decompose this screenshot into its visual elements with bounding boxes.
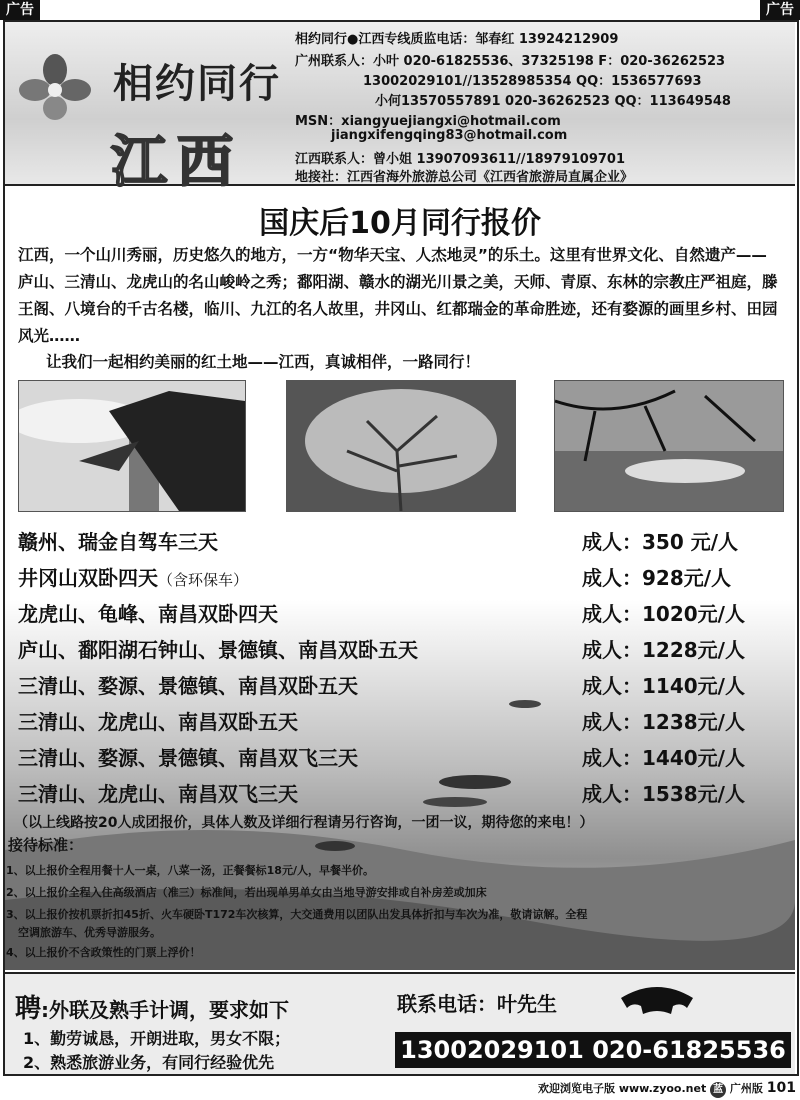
header-line: jiangxifengqing83@hotmail.com — [331, 128, 568, 143]
intro-closing: 让我们一起相约美丽的红土地——江西，真诚相伴，一路同行！ — [46, 353, 481, 371]
header — [5, 22, 795, 195]
route-price: 成人：1440元/人 — [582, 746, 745, 770]
recruit-big-char: 聘 — [15, 994, 42, 1024]
flower-logo-icon — [15, 52, 95, 122]
route-item: 赣州、瑞金自驾车三天 — [18, 530, 218, 554]
recruit-requirement: 1、勤劳诚恳，开朗进取，男女不限； — [23, 1029, 291, 1048]
route-price: 成人：350 元/人 — [582, 530, 739, 554]
brand-name: 相约同行 — [113, 61, 281, 107]
standard-item: 1、以上报价全程用餐十人一桌，八菜一汤，正餐餐标18元/人，早餐半价。 — [6, 864, 374, 877]
magazine-logo: 蓝 — [710, 1082, 726, 1098]
header-line: 广州联系人：小叶 020-61825536、37325198 F：020-36262523 — [295, 54, 726, 69]
route-item: 三清山、婺源、景德镇、南昌双卧五天 — [18, 674, 358, 698]
ad-tag-right: 广告 — [760, 0, 800, 20]
header-line: MSN：xiangyuejiangxi@hotmail.com — [295, 114, 561, 129]
recruit-contact: 联系电话：叶先生 — [397, 992, 557, 1016]
ad-tag-left: 广告 — [0, 0, 40, 20]
standard-item: 3、以上报价按机票折扣45折、火车硬卧T172车次核算，大交通费用以团队出发具体折扣与车次为准，敬请谅解。全程 — [6, 908, 588, 921]
route-item: 三清山、龙虎山、南昌双卧五天 — [18, 710, 298, 734]
group-remark: （以上线路按20人成团报价，具体人数及详细行程请另行咨询，一团一议，期待您的来电！） — [14, 815, 594, 831]
province-name: 江西 — [111, 130, 243, 195]
route-price: 成人：1020元/人 — [582, 602, 745, 626]
route-price: 成人：1538元/人 — [582, 782, 745, 806]
intro-paragraph: 江西，一个山川秀丽，历史悠久的地方，一方“物华天宝、人杰地灵”的乐土。这里有世界文化、自然遗产——庐山、三清山、龙虎山的名山峻岭之秀；鄱阳湖、赣水的湖光川景之美，天师、青原、东林的宗教庄严祖庭，滕王阁、八境台的千古名楼，临川、九江的名人故里，井冈山、红都瑞金的革命胜迹，还有婺源的画里乡村、田园风光…… — [18, 246, 778, 345]
route-price: 成人：928元/人 — [582, 566, 732, 590]
header-line: 江西联系人：曾小姐 13907093611//18979109701 — [295, 152, 626, 167]
standard-item: 4、以上报价不含政策性的门票上浮价！ — [6, 946, 201, 959]
route-item: 井冈山双卧四天（含环保车） — [18, 566, 249, 590]
recruitment-section — [5, 972, 795, 1074]
recruit-phone-numbers: 13002029101 020-61825536 — [395, 1032, 791, 1068]
header-line: 13002029101//13528985354 QQ：1536577693 — [363, 74, 702, 89]
recruit-title: 聘:外联及熟手计调，要求如下 — [15, 994, 290, 1024]
page-number: 101 — [766, 1080, 796, 1096]
standard-item: 2、以上报价全程入住高级酒店（准三）标准间，若出现单男单女由当地导游安排或自补房差或加床 — [6, 886, 487, 899]
route-price: 成人：1238元/人 — [582, 710, 745, 734]
phone-icon — [617, 980, 697, 1028]
standard-item: 空调旅游车、优秀导游服务。 — [18, 926, 161, 939]
route-item: 三清山、婺源、景德镇、南昌双飞三天 — [18, 746, 358, 770]
header-line: 小何13570557891 020-36262523 QQ：113649548 — [375, 94, 731, 109]
header-line: 地接社：江西省海外旅游总公司《江西省旅游局直属企业》 — [295, 170, 634, 185]
page-footer: 欢迎浏览电子版 www.zyoo.net 蓝 广州版 101 — [538, 1080, 796, 1096]
route-price: 成人：1228元/人 — [582, 638, 745, 662]
header-line: 相约同行●江西专线质监电话：邹春红 13924212909 — [295, 32, 619, 47]
page-title: 国庆后10月同行报价 — [259, 206, 541, 241]
standards-title: 接待标准： — [8, 836, 84, 854]
recruit-requirement: 2、熟悉旅游业务，有同行经验优先 — [23, 1053, 275, 1072]
photo-lake-branches — [554, 380, 784, 512]
photo-frost-tree — [286, 380, 516, 512]
route-item: 三清山、龙虎山、南昌双飞三天 — [18, 782, 298, 806]
route-price: 成人：1140元/人 — [582, 674, 745, 698]
photo-pine-mountain — [18, 380, 246, 512]
route-item: 龙虎山、龟峰、南昌双卧四天 — [18, 602, 278, 626]
route-note: （含环保车） — [158, 571, 249, 589]
route-item: 庐山、鄱阳湖石钟山、景德镇、南昌双卧五天 — [18, 638, 418, 662]
